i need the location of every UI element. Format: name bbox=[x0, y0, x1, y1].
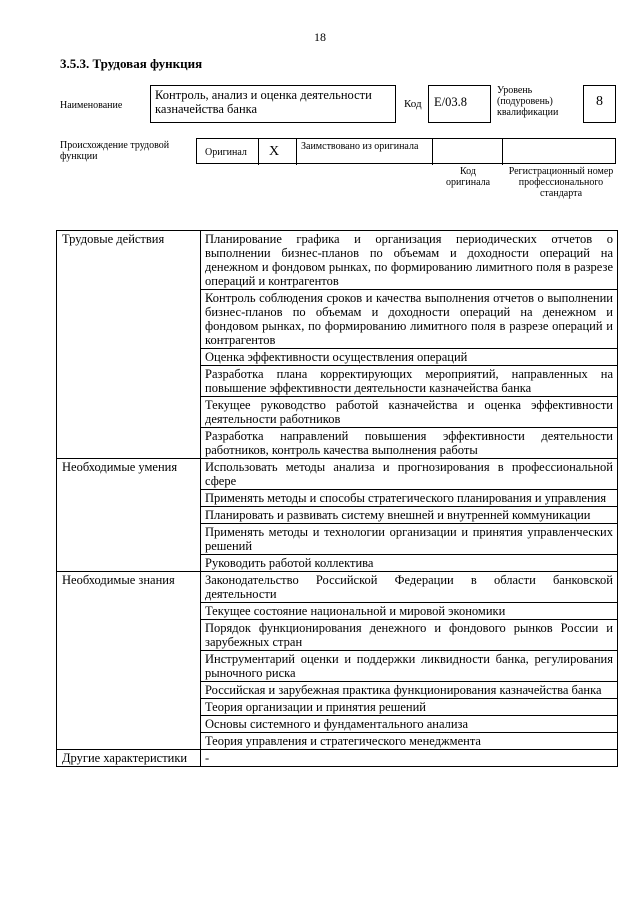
skill-item: Руководить работой коллектива bbox=[201, 555, 618, 572]
skill-item: Применять методы и способы стратегического планирования и управления bbox=[201, 490, 618, 507]
knowledge-item: Законодательство Российской Федерации в области банковской деятельности bbox=[201, 572, 618, 603]
labor-action-item: Планирование графика и организация периодических отчетов о выполнении бизнес-планов по объемам и доходности операций на денежном и фондовом рынках, по формированию лимитного поля в разрезе операций и контрагентов bbox=[201, 231, 618, 290]
knowledge-item: Основы системного и фундаментального анализа bbox=[201, 716, 618, 733]
reg-number-cell bbox=[503, 139, 615, 165]
origin-row bbox=[196, 138, 616, 164]
knowledge-item: Инструментарий оценки и поддержки ликвидности банка, регулирования рыночного риска bbox=[201, 651, 618, 682]
skills-label: Необходимые умения bbox=[57, 459, 201, 572]
skill-item: Применять методы и технологии организации и принятия управленческих решений bbox=[201, 524, 618, 555]
knowledge-label: Необходимые знания bbox=[57, 572, 201, 750]
code-value-box: E/03.8 bbox=[428, 85, 491, 123]
function-name-box: Контроль, анализ и оценка деятельности казначейства банка bbox=[150, 85, 396, 123]
labor-action-item: Текущее руководство работой казначейства и оценка эффективности деятельности работников bbox=[201, 397, 618, 428]
knowledge-item: Российская и зарубежная практика функционирования казначейства банка bbox=[201, 682, 618, 699]
knowledge-item: Порядок функционирования денежного и фондового рынков России и зарубежных стран bbox=[201, 620, 618, 651]
section-title: 3.5.3. Трудовая функция bbox=[60, 56, 203, 71]
reg-caption: Регистрационный номер профессионального стандарта bbox=[508, 166, 614, 199]
borrowed-label: Заимствовано из оригинала bbox=[301, 141, 419, 152]
code-caption: Код оригинала bbox=[445, 166, 491, 188]
labor-action-item: Контроль соблюдения сроков и качества выполнения отчетов о выполнении бизнес-планов по объемам и доходности операций на денежном и фондовом рынках, по формированию лимитного поля в разрезе операций и контрагентов bbox=[201, 290, 618, 349]
table-row bbox=[57, 572, 618, 603]
labor-action-item: Оценка эффективности осуществления операций bbox=[201, 349, 618, 366]
knowledge-item: Текущее состояние национальной и мировой экономики bbox=[201, 603, 618, 620]
original-code-cell bbox=[433, 139, 503, 165]
labor-actions-label: Трудовые действия bbox=[57, 231, 201, 459]
original-mark: X bbox=[269, 144, 280, 159]
table-row bbox=[57, 459, 618, 490]
knowledge-item: Теория организации и принятия решений bbox=[201, 699, 618, 716]
level-value-box: 8 bbox=[583, 85, 616, 123]
other-characteristics-value: - bbox=[201, 750, 618, 767]
skill-item: Планировать и развивать систему внешней и внутренней коммуникации bbox=[201, 507, 618, 524]
name-label: Наименование bbox=[60, 100, 123, 111]
skill-item: Использовать методы анализа и прогнозирования в профессиональной сфере bbox=[201, 459, 618, 490]
page-number: 18 bbox=[314, 30, 326, 44]
labor-action-item: Разработка направлений повышения эффективности деятельности работников, контроль качества выполнения работы bbox=[201, 428, 618, 459]
table-row bbox=[57, 750, 618, 767]
original-label: Оригинал bbox=[205, 147, 247, 158]
other-characteristics-label: Другие характеристики bbox=[57, 750, 201, 767]
table-row bbox=[57, 231, 618, 290]
function-details-table bbox=[56, 230, 618, 767]
labor-action-item: Разработка плана корректирующих мероприятий, направленных на повышение эффективности деятельности казначейства банка bbox=[201, 366, 618, 397]
origin-label: Происхождение трудовой функции bbox=[60, 140, 170, 162]
level-label: Уровень (подуровень) квалификации bbox=[497, 85, 559, 118]
knowledge-item: Теория управления и стратегического менеджмента bbox=[201, 733, 618, 750]
code-label: Код bbox=[404, 98, 422, 110]
